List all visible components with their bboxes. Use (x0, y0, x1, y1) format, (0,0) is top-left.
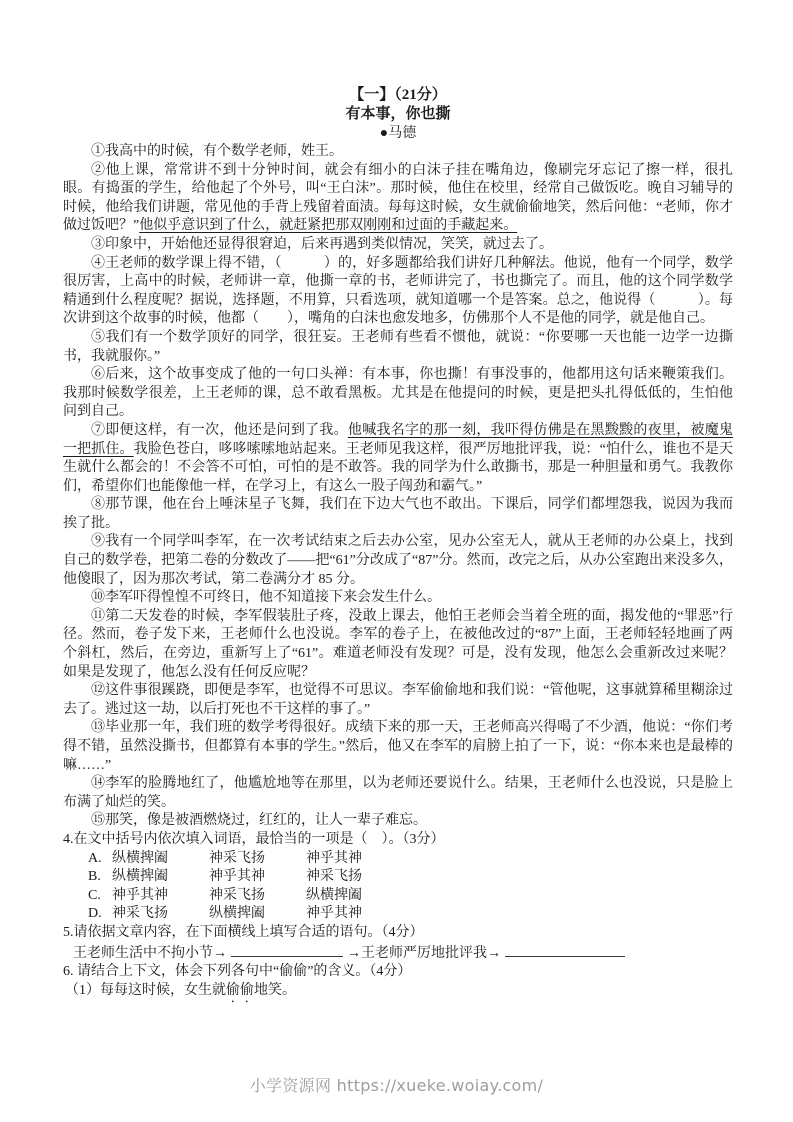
passage-paragraph-7 (63, 422, 733, 496)
option-word: 纵横捭阖 (112, 850, 168, 866)
option-word: 纵横捭阖 (209, 906, 265, 922)
passage-paragraph-8: ⑧那节课，他在台上唾沫星子飞舞，我们在下边大气也不敢出。下课后，同学们都埋怨我，说因为我而挨了批。 (63, 497, 733, 531)
passage-title: 有本事，你也撕 (345, 106, 451, 122)
question-4-option-d (63, 905, 733, 924)
passage-paragraph-3: ③印象中，开始他还显得很窘迫，后来再遇到类似情况，笑笑，就过去了。 (91, 236, 553, 252)
option-word: 纵横捭阖 (306, 887, 362, 903)
passage-paragraph-12: ⑫这件事很蹊跷，即便是李军，也觉得不可思议。李军偷偷地和我们说：“管他呢，这事就算稀里糊涂过去了。逃过这一劫，以后打死也不干这样的事了。” (63, 683, 733, 717)
question-6-stem: 6. 请结合上下文，体会下列各句中“偷偷”的含义。（4分） (63, 964, 412, 980)
option-word: 神采飞扬 (209, 850, 265, 866)
passage-paragraph-4: ④王老师的数学课上得不错，（ ）的，好多题都给我们讲好几种解法。他说，他有一个同学，数学很厉害，上高中的时候，老师讲一章，他撕一章的书，老师讲完了，书也撕完了。而且，他的这个同学数学精通到什么程度呢？据说，选择题，不用算，只看选项，就知道哪一个是答案。总之，他说得（ ）。每次讲到这个故事的时候，他都（ ），嘴角的白沫也愈发地多，仿佛那个人不是他的同学，就是他自己。 (63, 255, 733, 327)
option-letter: B. (88, 869, 101, 885)
option-word: 神乎其神 (306, 906, 362, 922)
question-5-flow-line (63, 943, 733, 964)
sentence-text: 地笑。 (254, 982, 296, 998)
paragraph-text: 我脸色苍白，哆哆嗦嗦地站起来。王老师见我这样，很严厉地批评我，说：“怕什么，谁也不是天生就什么都会的！不会答不可怕，可怕的是不敢答。我的同学为什么敢撕书，那是一种胆量和勇气。我教你们，希望你们也能像他一样，在学习上，有这么一股子闯劲和霸气。” (63, 441, 734, 494)
question-4-option-c (63, 887, 733, 906)
passage-paragraph-5: ⑤我们有一个数学顶好的同学，很狂妄。王老师有些看不惯他，就说：“你要哪一天也能一边学一边撕书，我就服你。” (63, 329, 733, 364)
flow-segment: →王老师严厉地批评我→ (347, 945, 501, 961)
question-5-stem: 5.请依据文章内容，在下面横线上填写合适的语句。（4分） (63, 924, 424, 940)
emphasized-word: 偷偷 (226, 982, 254, 998)
passage-paragraph-15: ⑮那笑，像是被酒燃烧过，红红的，让人一辈子难忘。 (91, 813, 427, 829)
option-letter: C. (88, 887, 101, 903)
passage-paragraph-1: ①我高中的时候，有个数学老师，姓王。 (91, 144, 343, 159)
option-word: 神乎其神 (209, 869, 265, 885)
passage-paragraph-10: ⑩李军吓得惶惶不可终日，他不知道接下来会发生什么。 (91, 590, 441, 606)
question-4-option-a (63, 850, 733, 869)
passage-paragraph-13: ⑬毕业那一年，我们班的数学考得很好。成绩下来的那一天，王老师高兴得喝了不少酒，他说：“你们考得不错，虽然没撕书，但都算有本事的学生。”然后，他又在李军的肩膀上拍了一下，说：“你本来也是最棒的嘛……” (63, 720, 733, 773)
reading-passage (63, 143, 733, 831)
option-letter: A. (88, 850, 102, 866)
paragraph-text: ⑦即便这样，有一次，他还是问到了我。 (91, 422, 348, 438)
section-header: 【一】（21分） (349, 87, 447, 103)
option-word: 神采飞扬 (306, 869, 362, 885)
question-4-option-b (63, 868, 733, 887)
fill-blank-1 (231, 943, 343, 957)
flow-segment: 王老师生活中不拘小节→ (73, 945, 227, 961)
passage-author: ●马德 (379, 126, 417, 141)
option-word: 神采飞扬 (209, 887, 265, 903)
underlined-sentence-1: 他似乎意识到了什么，就赶紧把那双刚刚和过面的手藏起来。 (139, 218, 518, 234)
passage-paragraph-2 (63, 162, 733, 236)
footer-watermark: 小学资源网 https://xueke.woiay.com/ (249, 1076, 544, 1095)
questions-section (63, 831, 733, 1006)
option-word: 神乎其神 (112, 887, 168, 903)
option-word: 纵横捭阖 (112, 869, 168, 885)
passage-header (63, 86, 733, 143)
passage-paragraph-6: ⑥后来，这个故事变成了他的一句口头禅：有本事，你也撕！有事没事的，他都用这句话来鞭策我们。我那时候数学很差，上王老师的课，总不敢看黑板。尤其是在他提问的时候，更是把头扎得低低的，生怕他问到自己。 (63, 367, 733, 420)
question-4-stem: 4.在文中括号内依次填入词语，最恰当的一项是（ ）。（3分） (63, 831, 445, 847)
fill-blank-2 (505, 943, 625, 957)
passage-paragraph-14: ⑭李军的脸腾地红了，他尴尬地等在那里，以为老师还要说什么。结果，王老师什么也没说，只是脸上布满了灿烂的笑。 (63, 776, 733, 810)
sentence-text: （1）每每这时候，女生就 (65, 982, 226, 998)
passage-paragraph-11: ⑪第二天发卷的时候，李军假装肚子疼，没敢上课去，他怕王老师会当着全班的面，揭发他的“罪恶”行径。然而，卷子发下来，王老师什么也没说。李军的卷子上，在被他改过的“87”上面，王老师轻轻地画了两个斜杠，然后，在旁边，重新写上了“61”。难道老师没有发现？可是，没有发现，他怎么会重新改过来呢？如果是发现了，他怎么没有任何反应呢？ (63, 608, 733, 680)
question-6-item-1 (63, 982, 733, 1006)
option-word: 神采飞扬 (112, 906, 168, 922)
paragraph-text: ②他上课，常常讲不到十分钟时间，就会有细小的白沫子挂在嘴角边，像刷完牙忘记了擦一样，很扎眼。有捣蛋的学生，给他起了个外号，叫“王白沫”。那时候，他住在校里，经常自己做饭吃。晚自习辅导的时候，他给我们讲题，常见他的手背上残留着面渍。每每这时候，女生就偷偷地笑，然后问他：“老师，你才做过饭吧？” (63, 162, 733, 234)
passage-paragraph-9: ⑨我有一个同学叫李军，在一次考试结束之后去办公室，见办公室无人，就从王老师的办公桌上，找到自己的数学卷，把第二卷的分数改了——把“61”分改成了“87”分。然而，改完之后，从办公室跑出来没多久，他傻眼了，因为那次考试，第二卷满分才 85 分。 (63, 534, 733, 587)
option-word: 神乎其神 (306, 850, 362, 866)
option-letter: D. (88, 906, 102, 922)
underlined-sentence-2: 他喊我名字的那一刻，我吓得仿佛是在黑黢黢的夜里，被魔鬼一把抓住。 (63, 422, 734, 457)
